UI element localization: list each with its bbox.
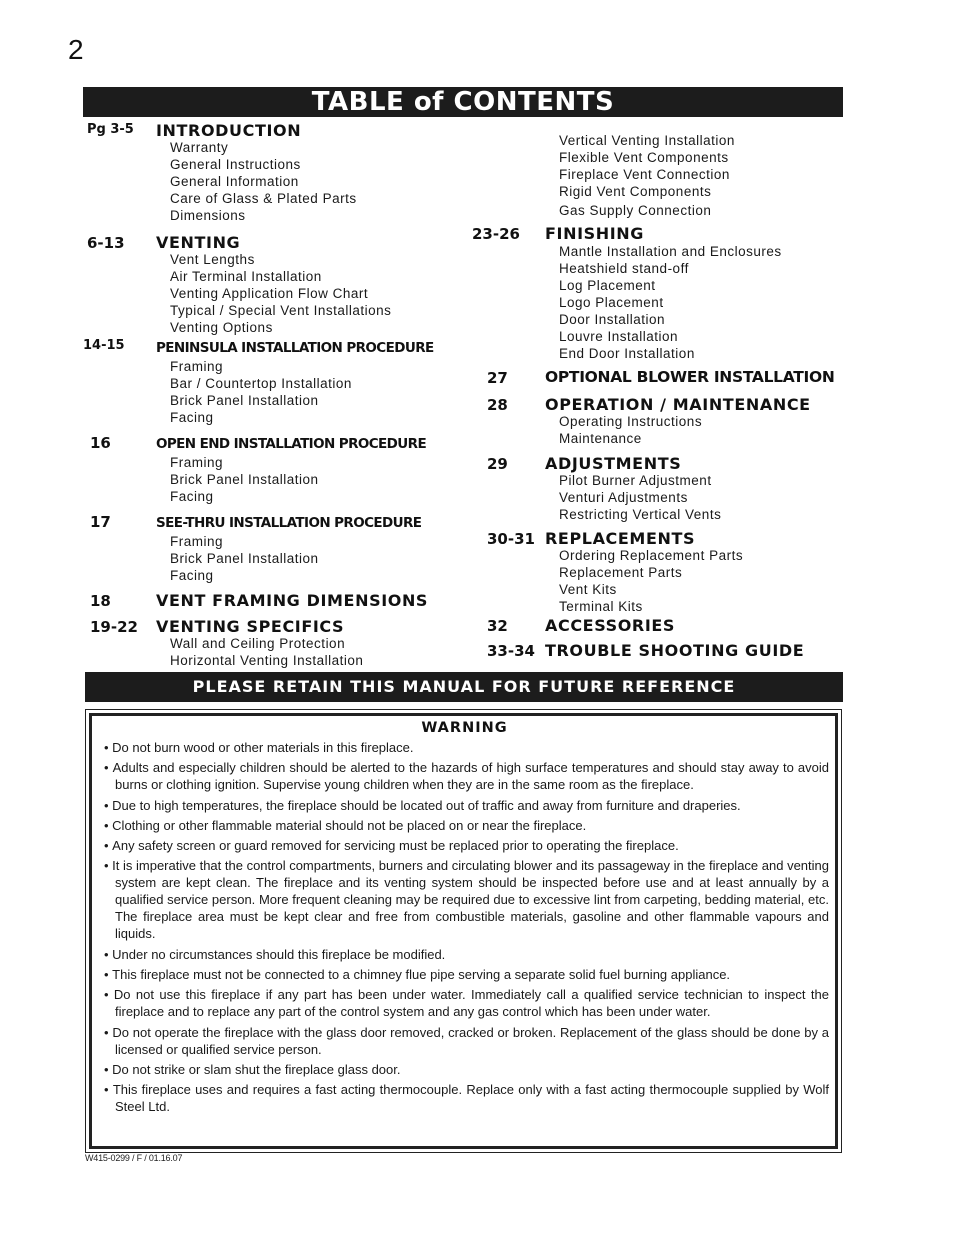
toc-item: Louvre Installation [559, 329, 679, 344]
toc-item: Brick Panel Installation [170, 551, 319, 566]
toc-page-ref: 29 [487, 455, 508, 473]
toc-item: Logo Placement [559, 295, 664, 310]
page-number: 2 [68, 34, 84, 65]
toc-section-title: PENINSULA INSTALLATION PROCEDURE [156, 340, 434, 356]
toc-item: Venturi Adjustments [559, 490, 688, 505]
toc-item: Typical / Special Vent Installations [170, 303, 392, 318]
toc-page-ref: 32 [487, 617, 508, 635]
toc-section-title: ADJUSTMENTS [545, 454, 682, 473]
warning-item: • This fireplace uses and requires a fast acting thermocouple. Replace only with a fast acting thermocouple supplied by Wolf Steel Ltd. [100, 1081, 829, 1115]
toc-item: Flexible Vent Components [559, 150, 729, 165]
toc-section-title: VENTING SPECIFICS [156, 617, 345, 636]
toc-item: Terminal Kits [559, 599, 643, 614]
toc-item: Vent Lengths [170, 252, 255, 267]
toc-section-venting-specifics [83, 616, 473, 669]
toc-item: Vertical Venting Installation [559, 133, 735, 148]
warning-item: • Under no circumstances should this fireplace be modified. [100, 946, 829, 963]
toc-item: Facing [170, 568, 214, 583]
toc-item: Venting Application Flow Chart [170, 286, 369, 301]
warning-item: • Do not strike or slam shut the fireplace glass door. [100, 1061, 829, 1078]
toc-item: Brick Panel Installation [170, 393, 319, 408]
warning-box-inner [89, 713, 838, 1149]
toc-section-title: ACCESSORIES [545, 616, 676, 635]
toc-item: Fireplace Vent Connection [559, 167, 730, 182]
toc-section-title: SEE-THRU INSTALLATION PROCEDURE [156, 515, 422, 531]
toc-section-vent-framing [83, 590, 473, 612]
toc-page-ref: Pg 3-5 [87, 122, 134, 137]
toc-section-title: VENTING [156, 233, 241, 252]
toc-section-accessories [472, 615, 852, 637]
toc-item: Horizontal Venting Installation [170, 653, 364, 668]
toc-item: Warranty [170, 140, 229, 155]
warning-box [85, 709, 842, 1153]
toc-title: TABLE of CONTENTS [83, 87, 843, 117]
warning-item: • This fireplace must not be connected to a chimney flue pipe serving a separate solid fuel burning appliance. [100, 966, 829, 983]
warning-item: • Adults and especially children should be alerted to the hazards of high surface temperatures and should stay away to avoid burns or clothing ignition. Supervise young children when they are in the same room as the fireplace. [100, 759, 829, 793]
toc-page-ref: 17 [90, 513, 111, 531]
toc-section-optional-blower [472, 367, 852, 389]
warning-item: • Do not operate the fireplace with the glass door removed, cracked or broken. Replacement of the glass should be done by a licensed or qualified service person. [100, 1024, 829, 1058]
toc-item: Brick Panel Installation [170, 472, 319, 487]
toc-section-finishing [472, 223, 852, 362]
toc-page-ref: 19-22 [90, 618, 138, 636]
toc-item: Heatshield stand-off [559, 261, 689, 276]
toc-section-adjustments [472, 453, 852, 523]
toc-page-ref: 30-31 [487, 530, 535, 548]
toc-item: Rigid Vent Components [559, 184, 712, 199]
toc-section-title: OPTIONAL BLOWER INSTALLATION [545, 368, 835, 386]
toc-page-ref: 18 [90, 592, 111, 610]
toc-item: Framing [170, 455, 224, 470]
toc-item: Facing [170, 489, 214, 504]
toc-section-introduction [83, 120, 473, 224]
toc-section-venting [83, 232, 473, 336]
toc-item: Facing [170, 410, 214, 425]
retain-manual-banner: PLEASE RETAIN THIS MANUAL FOR FUTURE REFERENCE [85, 672, 843, 702]
toc-section-venting-specifics-continued [472, 120, 852, 219]
toc-item: Pilot Burner Adjustment [559, 473, 712, 488]
toc-section-title: TROUBLE SHOOTING GUIDE [545, 641, 805, 660]
toc-section-title: REPLACEMENTS [545, 529, 696, 548]
toc-section-peninsula [83, 336, 473, 426]
toc-item: Framing [170, 534, 224, 549]
toc-section-title: INTRODUCTION [156, 121, 302, 140]
toc-left-column [83, 120, 473, 669]
toc-item: Operating Instructions [559, 414, 703, 429]
toc-page-ref: 28 [487, 396, 508, 414]
warning-item: • Clothing or other flammable material should not be placed on or near the fireplace. [100, 817, 829, 834]
toc-right-column [472, 120, 852, 662]
toc-item: Ordering Replacement Parts [559, 548, 744, 563]
toc-item: General Information [170, 174, 299, 189]
toc-item: End Door Installation [559, 346, 695, 361]
toc-item: Log Placement [559, 278, 656, 293]
toc-item: Air Terminal Installation [170, 269, 322, 284]
toc-item: Framing [170, 359, 224, 374]
toc-item: Venting Options [170, 320, 273, 335]
toc-page-ref: 33-34 [487, 642, 535, 660]
toc-section-title: OPEN END INSTALLATION PROCEDURE [156, 436, 427, 452]
toc-item: Dimensions [170, 208, 246, 223]
warning-item: • Any safety screen or guard removed for servicing must be replaced prior to operating the fireplace. [100, 837, 829, 854]
toc-page-ref: 14-15 [83, 338, 125, 353]
toc-page-ref: 23-26 [472, 225, 520, 243]
toc-item: Bar / Countertop Installation [170, 376, 352, 391]
warning-item: • Do not use this fireplace if any part has been under water. Immediately call a qualified service technician to inspect the fireplace and to replace any part of the control system and any gas control which has been under water. [100, 986, 829, 1020]
toc-item: Maintenance [559, 431, 642, 446]
document-code: W415-0299 / F / 01.16.07 [85, 1153, 183, 1163]
toc-section-title: FINISHING [545, 224, 645, 243]
toc-section-title: OPERATION / MAINTENANCE [545, 395, 811, 414]
toc-item: Door Installation [559, 312, 666, 327]
warning-item: • Due to high temperatures, the fireplace should be located out of traffic and away from furniture and draperies. [100, 797, 829, 814]
toc-item: Vent Kits [559, 582, 617, 597]
toc-section-see-thru [83, 511, 473, 584]
toc-page-ref: 16 [90, 434, 111, 452]
toc-section-open-end [83, 432, 473, 505]
toc-section-operation-maintenance [472, 394, 852, 447]
warning-item: • It is imperative that the control compartments, burners and circulating blower and its passageway in the fireplace and venting system are kept clean. The fireplace and its venting system should be inspected before use and at least annually by a qualified service person. More frequent cleaning may be required due to excessive lint from carpeting, bedding material, etc. The fireplace area must be kept clear and free from combustible materials, gasoline and other flammable vapours and liquids. [100, 857, 829, 942]
toc-item: Restricting Vertical Vents [559, 507, 722, 522]
toc-section-trouble-shooting [472, 640, 852, 662]
toc-item: Mantle Installation and Enclosures [559, 244, 782, 259]
toc-item: Gas Supply Connection [559, 203, 712, 218]
toc-item: General Instructions [170, 157, 301, 172]
warning-item: • Do not burn wood or other materials in this fireplace. [100, 739, 829, 756]
toc-section-title: VENT FRAMING DIMENSIONS [156, 591, 429, 610]
toc-item: Replacement Parts [559, 565, 683, 580]
toc-item: Care of Glass & Plated Parts [170, 191, 357, 206]
warning-list [100, 739, 829, 1115]
toc-page-ref: 6-13 [87, 234, 125, 252]
toc-section-replacements [472, 528, 852, 615]
toc-page-ref: 27 [487, 369, 508, 387]
toc-item: Wall and Ceiling Protection [170, 636, 346, 651]
warning-title: WARNING [421, 720, 508, 736]
